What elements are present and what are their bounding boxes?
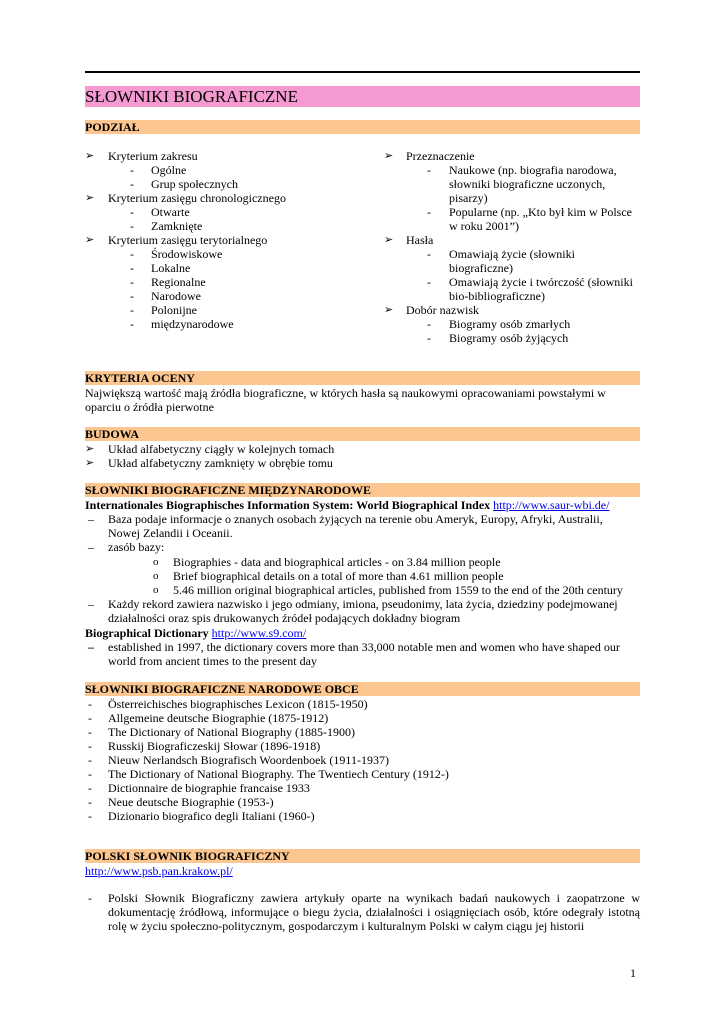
list-subitem: 5.46 million original biographical articles, published from 1559 to the end of the 20th century [173, 583, 623, 597]
list-subitem: Narodowe [151, 289, 201, 303]
list-subitem: międzynarodowe [151, 317, 234, 331]
list-subitem: Popularne (np. „Kto był kim w Polsce [449, 205, 632, 219]
list-subitem: Omawiają życie (słowniki [449, 247, 575, 261]
dash-bullet: - [427, 331, 431, 345]
dash-bullet: - [130, 303, 134, 317]
psb-paragraph: Polski Słownik Biograficzny zawiera artykuły oparte na wynikach badań naukowych i zaopatrzone w dokumentację źródłową, informujące o biegu życia, działalności i osiągnięciach osób, które odegrały istotną rolę w życiu społeczno-politycznym, gospodarczym i kulturalnym Polski w całym ciągu jej historii [108, 891, 640, 933]
list-subitem: bio-bibliograficzne) [449, 289, 545, 303]
section-heading-budowa: BUDOWA [85, 427, 640, 441]
list-item: Nieuw Nerlandsch Biografisch Woordenboek (1911-1937) [108, 753, 389, 767]
list-subitem: słowniki biograficzne uczonych, [449, 177, 606, 191]
list-item: Układ alfabetyczny zamknięty w obrębie tomu [108, 456, 333, 470]
list-subitem: Regionalne [151, 275, 206, 289]
list-item: Kryterium zasięgu chronologicznego [108, 191, 286, 205]
list-item: działalności oraz spis drukowanych źródeł podających dokładny biogram [108, 611, 461, 625]
list-subitem: Biographies - data and biographical articles - on 3.84 million people [173, 555, 501, 569]
top-rule [85, 71, 640, 73]
dash-bullet: - [130, 163, 134, 177]
dash-bullet: - [130, 205, 134, 219]
list-item: The Dictionary of National Biography (1885-1900) [108, 725, 355, 739]
list-subitem: Lokalne [151, 261, 191, 275]
list-subitem: pisarzy) [449, 191, 488, 205]
dash-bullet: - [130, 219, 134, 233]
dash-bullet: - [88, 739, 92, 753]
arrow-bullet-icon: ➢ [85, 457, 95, 469]
dash-bullet: - [427, 317, 431, 331]
endash-bullet: – [88, 512, 94, 526]
dash-bullet: - [88, 753, 92, 767]
list-subitem: Otwarte [151, 205, 190, 219]
list-item: Układ alfabetyczny ciągły w kolejnych tomach [108, 442, 335, 456]
dash-bullet: - [130, 289, 134, 303]
bd-link[interactable]: http://www.s9.com/ [211, 626, 307, 640]
arrow-bullet-icon: ➢ [384, 304, 394, 316]
document-title: SŁOWNIKI BIOGRAFICZNE [85, 86, 640, 107]
bd-title: Biographical Dictionary [85, 626, 209, 640]
dash-bullet: - [88, 767, 92, 781]
circle-bullet: o [153, 556, 159, 568]
arrow-bullet-icon: ➢ [384, 150, 394, 162]
list-item: Nowej Zelandii i Oceanii. [108, 526, 233, 540]
list-item: The Dictionary of National Biography. The Twentiech Century (1912-) [108, 767, 449, 781]
list-subitem: Biogramy osób zmarłych [449, 317, 571, 331]
dash-bullet: - [88, 891, 92, 905]
circle-bullet: o [153, 584, 159, 596]
list-item: Baza podaje informacje o znanych osobach żyjących na terenie obu Ameryk, Europy, Afryki, Australii, [108, 512, 603, 526]
list-subitem: biograficzne) [449, 261, 513, 275]
section-heading-miedzynarodowe: SŁOWNIKI BIOGRAFICZNE MIĘDZYNARODOWE [85, 483, 640, 497]
endash-bullet: – [88, 597, 94, 611]
dash-bullet: - [130, 261, 134, 275]
dash-bullet: - [88, 781, 92, 795]
list-item: established in 1997, the dictionary covers more than 33,000 notable men and women who have shaped our [108, 640, 620, 654]
list-item: world from ancient times to the present day [108, 654, 317, 668]
dash-bullet: - [88, 795, 92, 809]
list-item: Österreichisches biographisches Lexicon (1815-1950) [108, 697, 368, 711]
list-item: Kryterium zakresu [108, 149, 198, 163]
psb-link[interactable]: http://www.psb.pan.krakow.pl/ [85, 864, 233, 878]
arrow-bullet-icon: ➢ [85, 192, 95, 204]
dash-bullet: - [130, 177, 134, 191]
list-item: Przeznaczenie [406, 149, 475, 163]
arrow-bullet-icon: ➢ [85, 234, 95, 246]
list-item: zasób bazy: [108, 540, 165, 554]
endash-bullet: – [88, 640, 94, 654]
dash-bullet: - [88, 725, 92, 739]
list-subitem: Brief biographical details on a total of more than 4.61 million people [173, 569, 504, 583]
list-item: Dizionario biografico degli Italiani (1960-) [108, 809, 315, 823]
dash-bullet: - [130, 247, 134, 261]
dash-bullet: - [88, 711, 92, 725]
list-subitem: Grup społecznych [151, 177, 238, 191]
arrow-bullet-icon: ➢ [85, 443, 95, 455]
bd-entry [85, 626, 306, 640]
list-item: Hasła [406, 233, 434, 247]
list-subitem: Polonijne [151, 303, 198, 317]
dash-bullet: - [427, 247, 431, 261]
paragraph-line: Największą wartość mają źródła biograficzne, w których hasła są naukowymi opracowaniami powstałymi w [85, 386, 606, 400]
list-subitem: Środowiskowe [151, 247, 223, 261]
endash-bullet: – [88, 540, 94, 554]
dash-bullet: - [427, 275, 431, 289]
list-item: Allgemeine deutsche Biographie (1875-1912) [108, 711, 329, 725]
section-heading-psb: POLSKI SŁOWNIK BIOGRAFICZNY [85, 849, 640, 863]
dash-bullet: - [427, 205, 431, 219]
page-number: 1 [630, 966, 636, 980]
isi-entry [85, 498, 609, 512]
arrow-bullet-icon: ➢ [85, 150, 95, 162]
section-heading-obce: SŁOWNIKI BIOGRAFICZNE NARODOWE OBCE [85, 682, 640, 696]
dash-bullet: - [130, 275, 134, 289]
list-item: Każdy rekord zawiera nazwisko i jego odmiany, imiona, pseudonimy, lata życia, dziedziny podejmowanej [108, 597, 618, 611]
list-subitem: w roku 2001”) [449, 219, 519, 233]
list-item: Dobór nazwisk [406, 303, 479, 317]
circle-bullet: o [153, 570, 159, 582]
dash-bullet: - [427, 163, 431, 177]
dash-bullet: - [88, 697, 92, 711]
section-heading-podzial: PODZIAŁ [85, 120, 640, 134]
section-heading-kryteria: KRYTERIA OCENY [85, 371, 640, 385]
list-item: Dictionnaire de biographie francaise 1933 [108, 781, 310, 795]
arrow-bullet-icon: ➢ [384, 234, 394, 246]
list-subitem: Omawiają życie i twórczość (słowniki [449, 275, 633, 289]
list-item: Russkij Biograficzeskij Słowar (1896-1918) [108, 739, 321, 753]
list-subitem: Ogólne [151, 163, 187, 177]
list-subitem: Zamknięte [151, 219, 203, 233]
list-item: Kryterium zasięgu terytorialnego [108, 233, 268, 247]
isi-link[interactable]: http://www.saur-wbi.de/ [493, 498, 610, 512]
list-item: Neue deutsche Biographie (1953-) [108, 795, 274, 809]
paragraph-line: oparciu o źródła pierwotne [85, 400, 214, 414]
dash-bullet: - [130, 317, 134, 331]
dash-bullet: - [88, 809, 92, 823]
list-subitem: Biogramy osób żyjących [449, 331, 569, 345]
isi-title: Internationales Biographisches Information System: World Biographical Index [85, 498, 491, 512]
list-subitem: Naukowe (np. biografia narodowa, [449, 163, 617, 177]
